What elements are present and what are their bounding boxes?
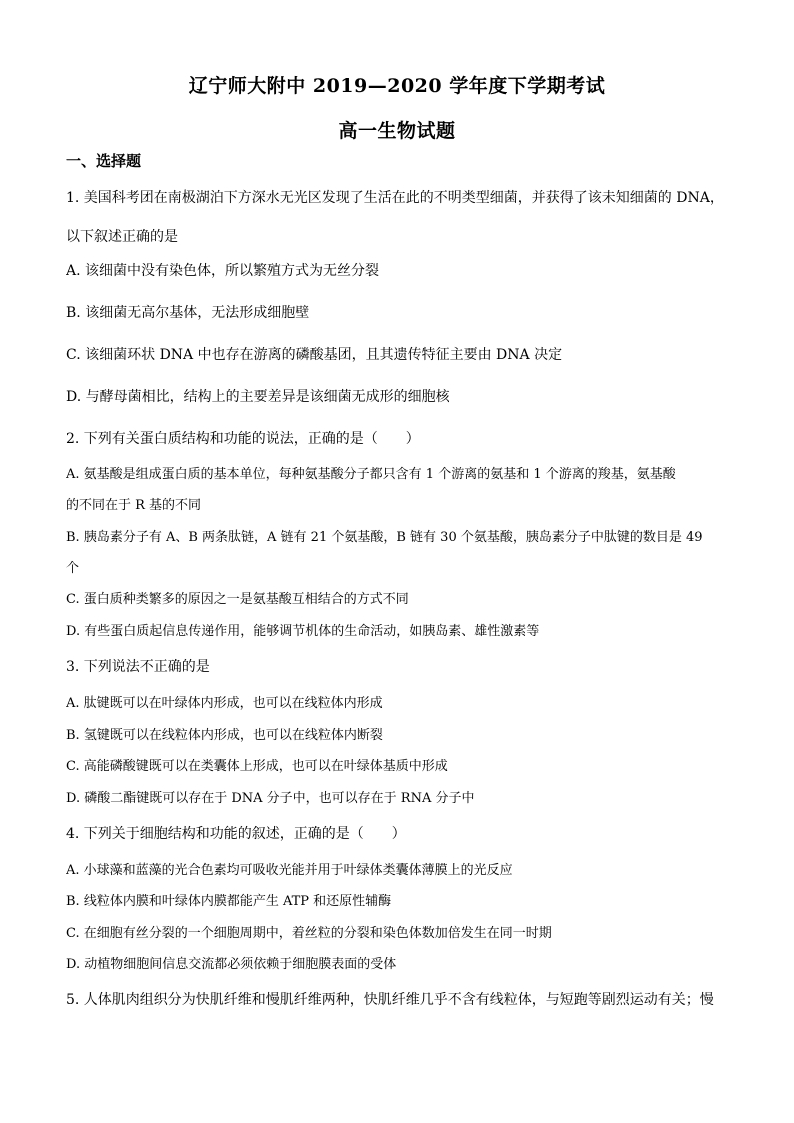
question-1-stem-line-2: 以下叙述正确的是	[66, 229, 178, 245]
question-1-option-d: D. 与酵母菌相比，结构上的主要差异是该细菌无成形的细胞核	[66, 389, 450, 405]
question-4-option-a: A. 小球藻和蓝藻的光合色素均可吸收光能并用于叶绿体类囊体薄膜上的光反应	[66, 863, 513, 878]
question-2-option-b-line-1: B. 胰岛素分子有 A、B 两条肽链，A 链有 21 个氨基酸，B 链有 30 个氨基酸，胰岛素分子中肽键的数目是 49	[66, 530, 703, 545]
question-2-option-a-line-2: 的不同在于 R 基的不同	[66, 498, 202, 513]
section-heading: 一、选择题	[66, 152, 142, 170]
question-4-option-d: D. 动植物细胞间信息交流都必须依赖于细胞膜表面的受体	[66, 957, 397, 972]
question-1-option-c: C. 该细菌环状 DNA 中也存在游离的磷酸基团，且其遗传特征主要由 DNA 决定	[66, 347, 563, 363]
question-2-option-d: D. 有些蛋白质起信息传递作用，能够调节机体的生命活动，如胰岛素、雄性激素等	[66, 624, 540, 639]
question-3-option-b: B. 氢键既可以在线粒体内形成，也可以在线粒体内断裂	[66, 728, 383, 743]
question-2-option-b-line-2: 个	[66, 561, 80, 576]
question-4-stem: 4. 下列关于细胞结构和功能的叙述，正确的是（ ）	[66, 826, 406, 842]
question-1-option-a: A. 该细菌中没有染色体，所以繁殖方式为无丝分裂	[66, 263, 380, 279]
question-4-option-c: C. 在细胞有丝分裂的一个细胞周期中，着丝粒的分裂和染色体数加倍发生在同一时期	[66, 926, 552, 941]
question-3-option-d: D. 磷酸二酯键既可以存在于 DNA 分子中，也可以存在于 RNA 分子中	[66, 791, 475, 806]
exam-subtitle: 高一生物试题	[338, 120, 456, 142]
question-2-option-a-line-1: A. 氨基酸是组成蛋白质的基本单位，每种氨基酸分子都只含有 1 个游离的氨基和 1 个游离的羧基，氨基酸	[66, 467, 676, 482]
question-3-option-a: A. 肽键既可以在叶绿体内形成，也可以在线粒体内形成	[66, 696, 383, 711]
question-4-option-b: B. 线粒体内膜和叶绿体内膜都能产生 ATP 和还原性辅酶	[66, 894, 392, 909]
question-2-option-c: C. 蛋白质种类繁多的原因之一是氨基酸互相结合的方式不同	[66, 592, 409, 607]
question-1-stem-line-1: 1. 美国科考团在南极湖泊下方深水无光区发现了生活在此的不明类型细菌，并获得了该未知细菌的 DNA，	[66, 190, 724, 206]
question-3-stem: 3. 下列说法不正确的是	[66, 659, 210, 675]
question-3-option-c: C. 高能磷酸键既可以在类囊体上形成，也可以在叶绿体基质中形成	[66, 759, 448, 774]
question-5-stem: 5. 人体肌肉组织分为快肌纤维和慢肌纤维两种，快肌纤维几乎不含有线粒体，与短跑等剧烈运动有关；慢	[66, 992, 714, 1008]
question-2-stem: 2. 下列有关蛋白质结构和功能的说法，正确的是（ ）	[66, 431, 420, 447]
question-1-option-b: B. 该细菌无高尔基体，无法形成细胞壁	[66, 305, 310, 321]
exam-title: 辽宁师大附中 2019—2020 学年度下学期考试	[188, 75, 606, 97]
